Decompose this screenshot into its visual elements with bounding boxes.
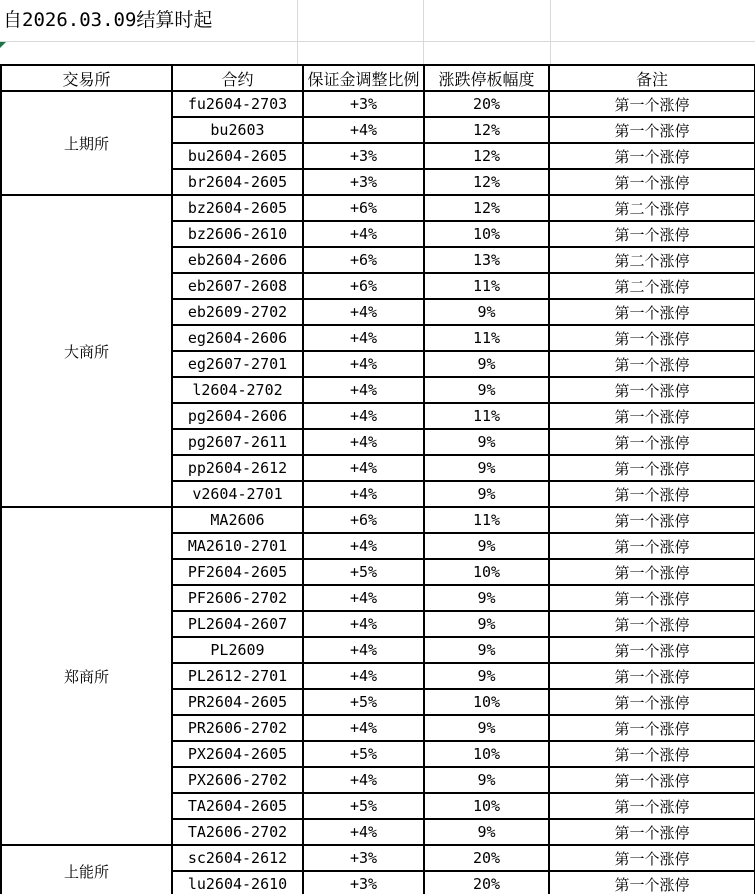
contract-cell[interactable]: PR2604-2605: [172, 689, 303, 715]
faint-gridline: [423, 0, 424, 64]
margin-ratio-cell[interactable]: +6%: [303, 273, 424, 299]
contract-cell[interactable]: sc2604-2612: [172, 845, 303, 871]
remark-cell[interactable]: 第一个涨停: [549, 143, 755, 169]
price-limit-cell[interactable]: 9%: [424, 637, 549, 663]
faint-gridline: [0, 41, 755, 42]
price-limit-cell[interactable]: 9%: [424, 351, 549, 377]
margin-ratio-cell[interactable]: +5%: [303, 559, 424, 585]
price-limit-cell[interactable]: 10%: [424, 689, 549, 715]
price-limit-cell[interactable]: 9%: [424, 455, 549, 481]
margin-ratio-cell[interactable]: +6%: [303, 507, 424, 533]
column-header-price-limit[interactable]: 涨跌停板幅度: [424, 65, 549, 91]
price-limit-cell[interactable]: 9%: [424, 585, 549, 611]
remark-cell[interactable]: 第一个涨停: [549, 429, 755, 455]
margin-ratio-cell[interactable]: +4%: [303, 325, 424, 351]
remark-cell[interactable]: 第二个涨停: [549, 195, 755, 221]
margin-ratio-cell[interactable]: +4%: [303, 455, 424, 481]
contract-cell[interactable]: eg2607-2701: [172, 351, 303, 377]
remark-cell[interactable]: 第一个涨停: [549, 507, 755, 533]
margin-ratio-cell[interactable]: +4%: [303, 819, 424, 845]
margin-ratio-cell[interactable]: +4%: [303, 585, 424, 611]
margin-ratio-cell[interactable]: +4%: [303, 299, 424, 325]
contract-cell[interactable]: PL2612-2701: [172, 663, 303, 689]
contract-cell[interactable]: pp2604-2612: [172, 455, 303, 481]
remark-cell[interactable]: 第一个涨停: [549, 845, 755, 871]
margin-ratio-cell[interactable]: +4%: [303, 611, 424, 637]
remark-cell[interactable]: 第一个涨停: [549, 741, 755, 767]
exchange-cell[interactable]: 大商所: [1, 195, 172, 507]
margin-ratio-cell[interactable]: +4%: [303, 429, 424, 455]
price-limit-cell[interactable]: 9%: [424, 819, 549, 845]
exchange-cell[interactable]: 上能所: [1, 845, 172, 894]
faint-gridline: [550, 0, 551, 64]
remark-cell[interactable]: 第一个涨停: [549, 299, 755, 325]
contract-cell[interactable]: fu2604-2703: [172, 91, 303, 117]
price-limit-cell[interactable]: 9%: [424, 611, 549, 637]
margin-ratio-cell[interactable]: +4%: [303, 351, 424, 377]
contract-cell[interactable]: pg2604-2606: [172, 403, 303, 429]
margin-ratio-cell[interactable]: +3%: [303, 169, 424, 195]
price-limit-cell[interactable]: 9%: [424, 481, 549, 507]
price-limit-cell[interactable]: 11%: [424, 273, 549, 299]
remark-cell[interactable]: 第一个涨停: [549, 715, 755, 741]
price-limit-cell[interactable]: 20%: [424, 845, 549, 871]
price-limit-cell[interactable]: 13%: [424, 247, 549, 273]
margin-ratio-cell[interactable]: +4%: [303, 377, 424, 403]
remark-cell[interactable]: 第一个涨停: [549, 637, 755, 663]
remark-cell[interactable]: 第二个涨停: [549, 247, 755, 273]
table-row: [1, 845, 755, 871]
contract-cell[interactable]: TA2604-2605: [172, 793, 303, 819]
contract-cell[interactable]: TA2606-2702: [172, 819, 303, 845]
remark-cell[interactable]: 第一个涨停: [549, 819, 755, 845]
table-row: [1, 91, 755, 117]
table-row: [1, 195, 755, 221]
remark-cell[interactable]: 第一个涨停: [549, 793, 755, 819]
contract-cell[interactable]: PR2606-2702: [172, 715, 303, 741]
remark-cell[interactable]: 第一个涨停: [549, 117, 755, 143]
margin-ratio-cell[interactable]: +4%: [303, 663, 424, 689]
remark-cell[interactable]: 第一个涨停: [549, 169, 755, 195]
price-limit-cell[interactable]: 20%: [424, 871, 549, 894]
price-limit-cell[interactable]: 9%: [424, 299, 549, 325]
remark-cell[interactable]: 第一个涨停: [549, 689, 755, 715]
price-limit-cell[interactable]: 10%: [424, 559, 549, 585]
contract-cell[interactable]: PX2606-2702: [172, 767, 303, 793]
table-row: [1, 507, 755, 533]
margin-ratio-cell[interactable]: +5%: [303, 793, 424, 819]
margin-ratio-cell[interactable]: +5%: [303, 689, 424, 715]
margin-ratio-cell[interactable]: +3%: [303, 91, 424, 117]
contract-cell[interactable]: eb2607-2608: [172, 273, 303, 299]
contract-cell[interactable]: br2604-2605: [172, 169, 303, 195]
price-limit-cell[interactable]: 11%: [424, 403, 549, 429]
price-limit-cell[interactable]: 9%: [424, 715, 549, 741]
contract-cell[interactable]: v2604-2701: [172, 481, 303, 507]
remark-cell[interactable]: 第一个涨停: [549, 325, 755, 351]
price-limit-cell[interactable]: 9%: [424, 377, 549, 403]
price-limit-cell[interactable]: 9%: [424, 533, 549, 559]
margin-ratio-cell[interactable]: +4%: [303, 637, 424, 663]
contract-cell[interactable]: eb2609-2702: [172, 299, 303, 325]
header-row: [1, 65, 755, 91]
contract-cell[interactable]: eb2604-2606: [172, 247, 303, 273]
contract-cell[interactable]: pg2607-2611: [172, 429, 303, 455]
remark-cell[interactable]: 第一个涨停: [549, 533, 755, 559]
price-limit-cell[interactable]: 10%: [424, 221, 549, 247]
margin-ratio-cell[interactable]: +5%: [303, 741, 424, 767]
contract-cell[interactable]: PL2604-2607: [172, 611, 303, 637]
contract-cell[interactable]: PF2606-2702: [172, 585, 303, 611]
price-limit-cell[interactable]: 11%: [424, 325, 549, 351]
margin-ratio-cell[interactable]: +3%: [303, 143, 424, 169]
contract-cell[interactable]: eg2604-2606: [172, 325, 303, 351]
remark-cell[interactable]: 第一个涨停: [549, 455, 755, 481]
remark-cell[interactable]: 第一个涨停: [549, 481, 755, 507]
contract-cell[interactable]: MA2606: [172, 507, 303, 533]
margin-adjustment-table: [0, 64, 755, 894]
contract-cell[interactable]: l2604-2702: [172, 377, 303, 403]
margin-ratio-cell[interactable]: +4%: [303, 117, 424, 143]
price-limit-cell[interactable]: 9%: [424, 767, 549, 793]
effective-date-note[interactable]: 自2026.03.09结算时起: [3, 9, 213, 31]
margin-ratio-cell[interactable]: +6%: [303, 247, 424, 273]
contract-cell[interactable]: MA2610-2701: [172, 533, 303, 559]
remark-cell[interactable]: 第一个涨停: [549, 871, 755, 894]
margin-ratio-cell[interactable]: +4%: [303, 715, 424, 741]
margin-ratio-cell[interactable]: +3%: [303, 845, 424, 871]
contract-cell[interactable]: bz2606-2610: [172, 221, 303, 247]
contract-cell[interactable]: bu2603: [172, 117, 303, 143]
contract-cell[interactable]: bz2604-2605: [172, 195, 303, 221]
remark-cell[interactable]: 第一个涨停: [549, 91, 755, 117]
margin-ratio-cell[interactable]: +3%: [303, 871, 424, 894]
exchange-cell[interactable]: 上期所: [1, 91, 172, 195]
remark-cell[interactable]: 第一个涨停: [549, 559, 755, 585]
price-limit-cell[interactable]: 12%: [424, 143, 549, 169]
remark-cell[interactable]: 第二个涨停: [549, 273, 755, 299]
price-limit-cell[interactable]: 12%: [424, 117, 549, 143]
remark-cell[interactable]: 第一个涨停: [549, 377, 755, 403]
margin-ratio-cell[interactable]: +4%: [303, 221, 424, 247]
price-limit-cell[interactable]: 9%: [424, 663, 549, 689]
contract-cell[interactable]: lu2604-2610: [172, 871, 303, 894]
column-header-remark[interactable]: 备注: [549, 65, 755, 91]
remark-cell[interactable]: 第一个涨停: [549, 663, 755, 689]
remark-cell[interactable]: 第一个涨停: [549, 351, 755, 377]
contract-cell[interactable]: PF2604-2605: [172, 559, 303, 585]
remark-cell[interactable]: 第一个涨停: [549, 767, 755, 793]
remark-cell[interactable]: 第一个涨停: [549, 403, 755, 429]
contract-cell[interactable]: bu2604-2605: [172, 143, 303, 169]
margin-ratio-cell[interactable]: +4%: [303, 767, 424, 793]
price-limit-cell[interactable]: 12%: [424, 195, 549, 221]
column-header-contract[interactable]: 合约: [172, 65, 303, 91]
faint-gridline: [297, 0, 298, 64]
price-limit-cell[interactable]: 11%: [424, 507, 549, 533]
remark-cell[interactable]: 第一个涨停: [549, 611, 755, 637]
column-header-exchange[interactable]: 交易所: [1, 65, 172, 91]
price-limit-cell[interactable]: 10%: [424, 741, 549, 767]
contract-cell[interactable]: PX2604-2605: [172, 741, 303, 767]
remark-cell[interactable]: 第一个涨停: [549, 585, 755, 611]
margin-ratio-cell[interactable]: +4%: [303, 403, 424, 429]
column-header-margin-ratio[interactable]: 保证金调整比例: [303, 65, 424, 91]
margin-ratio-cell[interactable]: +6%: [303, 195, 424, 221]
margin-ratio-cell[interactable]: +4%: [303, 481, 424, 507]
remark-cell[interactable]: 第一个涨停: [549, 221, 755, 247]
price-limit-cell[interactable]: 12%: [424, 169, 549, 195]
price-limit-cell[interactable]: 20%: [424, 91, 549, 117]
margin-ratio-cell[interactable]: +4%: [303, 533, 424, 559]
price-limit-cell[interactable]: 10%: [424, 793, 549, 819]
price-limit-cell[interactable]: 9%: [424, 429, 549, 455]
cell-error-marker-icon: [0, 42, 6, 48]
contract-cell[interactable]: PL2609: [172, 637, 303, 663]
exchange-cell[interactable]: 郑商所: [1, 507, 172, 845]
